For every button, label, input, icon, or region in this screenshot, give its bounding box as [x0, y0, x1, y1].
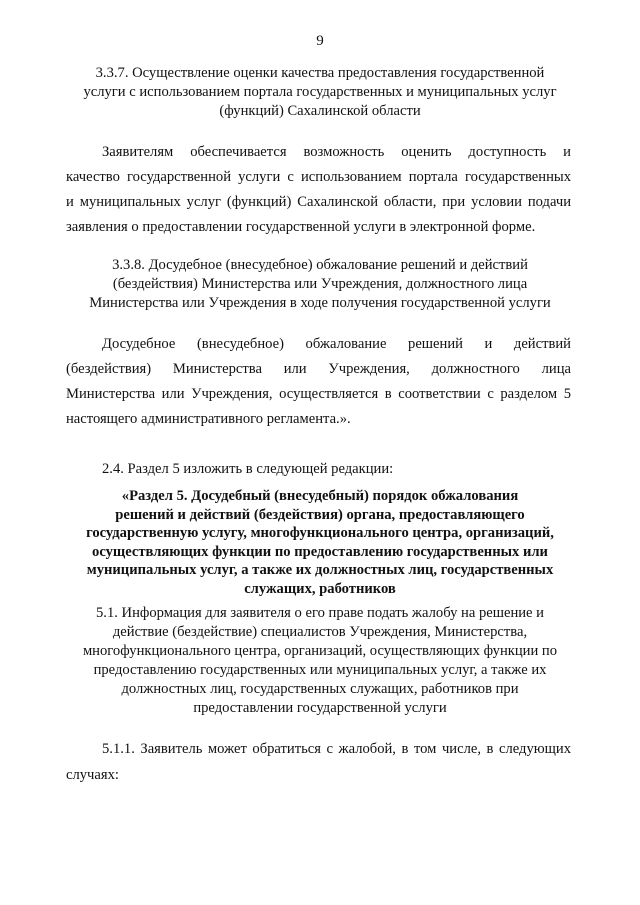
heading-line: действие (бездействие) специалистов Учреждения, Министерства,: [112, 624, 528, 640]
section-5-title: [60, 487, 580, 598]
heading-line: 3.3.7. Осуществление оценки качества предоставления государственной: [95, 65, 545, 81]
paragraph-line: заявления о предоставлении государственной услуги в электронной форме.: [66, 219, 536, 235]
section-3-3-7-heading: [72, 64, 568, 121]
heading-line: (бездействия) Министерства или Учреждения, должностного лица: [112, 276, 528, 292]
heading-line: предоставлению государственных или муниципальных услуг, а также их: [93, 662, 547, 678]
heading-line: услуги с использованием портала государственных и муниципальных услуг: [83, 84, 557, 100]
section-2-4: [102, 460, 572, 479]
paragraph-line: и муниципальных услуг (функций) Сахалинской области, при условии подачи: [66, 194, 571, 210]
title-line: служащих, работников: [244, 580, 396, 597]
paragraph-line: настоящего административного регламента.».: [66, 411, 351, 427]
title-line: «Раздел 5. Досудебный (внесудебный) порядок обжалования: [121, 488, 519, 504]
heading-line: 5.1. Информация для заявителя о его праве подать жалобу на решение и: [96, 605, 544, 621]
title-line: решений и действий (бездействия) органа, предоставляющего: [115, 506, 525, 523]
section-5-1-1: [66, 736, 571, 788]
paragraph-line: Досудебное (внесудебное) обжалование решений и действий: [102, 336, 571, 352]
section-3-3-7-body: [66, 140, 571, 240]
heading-line: (функций) Сахалинской области: [219, 103, 421, 119]
heading-line: Министерства или Учреждения в ходе получения государственной услуги: [89, 295, 551, 311]
paragraph-line: Заявителям обеспечивается возможность оценить доступность и: [102, 144, 571, 160]
heading-line: должностных лиц, государственных служащих, работников при: [121, 681, 519, 697]
page-number: 9: [316, 33, 324, 49]
paragraph-line: 5.1.1. Заявитель может обратиться с жалобой, в том числе, в следующих: [102, 741, 571, 757]
title-line: муниципальных услуг, а также их должностных лиц, государственных: [86, 562, 554, 578]
title-line: осуществляющих функции по предоставлению государственных или: [92, 543, 548, 560]
section-5-1: [66, 604, 574, 718]
paragraph-line: Министерства или Учреждения, осуществляется в соответствии с разделом 5: [66, 386, 571, 402]
heading-line: многофункционального центра, организаций, осуществляющих функции по: [82, 643, 558, 659]
section-3-3-8-body: [66, 332, 571, 432]
paragraph-line: 2.4. Раздел 5 изложить в следующей редакции:: [102, 461, 394, 477]
paragraph-line: случаях:: [66, 767, 119, 783]
paragraph-line: (бездействия) Министерства или Учреждения, должностного лица: [66, 361, 571, 377]
title-line: государственную услугу, многофункционального центра, организаций,: [86, 525, 554, 541]
heading-line: 3.3.8. Досудебное (внесудебное) обжалование решений и действий: [112, 257, 528, 273]
section-3-3-8-heading: [72, 256, 568, 313]
paragraph-line: качество государственной услуги с использованием портала государственных: [66, 169, 571, 185]
heading-line: предоставлении государственной услуги: [193, 700, 447, 716]
